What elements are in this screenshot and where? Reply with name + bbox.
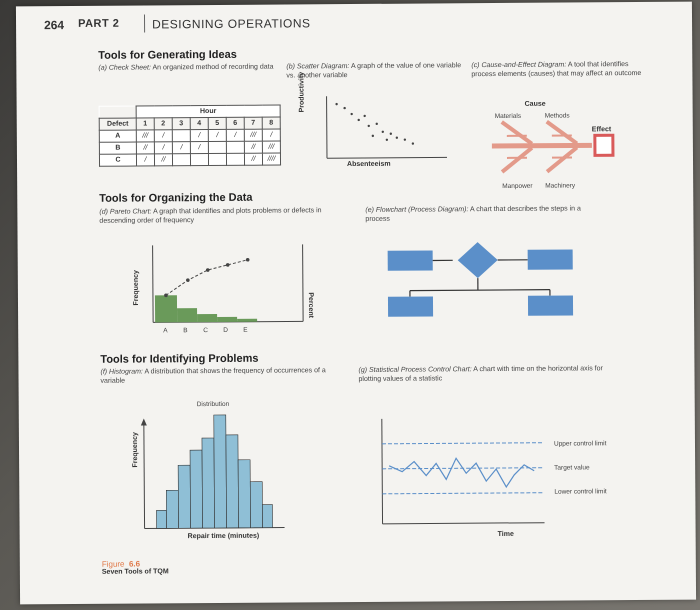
scatter-ylabel: Productivity <box>298 71 306 113</box>
pareto-cat-d: D <box>223 326 228 334</box>
scatter-caption-label: (b) Scatter Diagram: <box>286 63 350 71</box>
chapter-title: DESIGNING OPERATIONS <box>152 16 311 32</box>
pareto-caption-label: (d) Pareto Chart: <box>99 208 152 216</box>
tally-cell: / <box>190 141 208 153</box>
tally-cell: /// <box>262 141 280 153</box>
tally-cell: / <box>208 129 226 141</box>
tally-cell: // <box>154 153 172 165</box>
table-row <box>99 153 280 166</box>
flowchart-caption-label: (e) Flowchart (Process Diagram): <box>365 206 469 214</box>
check-sheet-caption-label: (a) Check Sheet: <box>98 64 151 72</box>
section-identifying-title: Tools for Identifying Problems <box>100 352 259 366</box>
histogram-title: Distribution <box>196 400 230 409</box>
fishbone-diagram <box>487 117 637 183</box>
tally-cell: / <box>226 129 244 141</box>
effect-label: Effect <box>591 126 612 134</box>
section-organizing-title: Tools for Organizing the Data <box>99 191 253 205</box>
scatter-xlabel: Absenteeism <box>347 160 391 169</box>
histogram-ylabel: Frequency <box>131 432 140 468</box>
tally-cell <box>172 129 190 141</box>
tally-cell: // <box>244 141 262 153</box>
tally-cell: //// <box>262 153 280 165</box>
spc-caption-text: A chart with time on the horizontal axis for plotting values of a statistic <box>358 365 603 383</box>
textbook-page <box>16 2 696 605</box>
tally-cell: // <box>136 141 154 153</box>
cause-effect-caption-label: (c) Cause-and-Effect Diagram: <box>471 61 567 70</box>
row-label: B <box>99 142 136 154</box>
hour-cell: 5 <box>208 117 226 129</box>
spc-xlabel: Time <box>497 530 514 539</box>
upper-limit-label: Upper control limit <box>553 440 607 448</box>
tally-cell <box>190 153 208 165</box>
hour-cell: 8 <box>262 117 280 129</box>
pareto-cat-a: A <box>163 327 168 335</box>
histogram-caption <box>100 366 330 386</box>
hour-cell: 6 <box>226 117 244 129</box>
hour-cell: 4 <box>190 117 208 129</box>
tally-cell <box>208 153 226 165</box>
figure-title: Seven Tools of TQM <box>101 568 169 576</box>
lower-limit-label: Lower control limit <box>554 488 607 496</box>
row-label: C <box>99 154 136 166</box>
defect-header: Defect <box>99 118 136 130</box>
check-sheet-caption <box>98 63 278 73</box>
section-generating-title: Tools for Generating Ideas <box>98 48 237 62</box>
hour-header: Hour <box>136 105 280 118</box>
pareto-ylabel-right: Percent <box>306 292 315 319</box>
pareto-ylabel-left: Frequency <box>132 270 141 306</box>
spc-caption-label: (g) Statistical Process Control Chart: <box>358 366 472 374</box>
tally-cell <box>226 141 244 153</box>
scatter-caption <box>286 61 464 80</box>
manpower-label: Manpower <box>502 182 533 190</box>
hour-cell: 3 <box>172 117 190 129</box>
tally-cell <box>226 153 244 165</box>
tally-cell <box>172 153 190 165</box>
row-label: A <box>99 130 136 142</box>
pareto-cat-c: C <box>203 327 208 335</box>
cause-label: Cause <box>524 100 546 108</box>
flowchart-diagram <box>378 237 609 324</box>
part-label: PART 2 <box>78 17 120 30</box>
tally-cell: / <box>190 129 208 141</box>
target-value-label: Target value <box>554 464 590 472</box>
tally-cell: /// <box>244 129 262 141</box>
tally-cell: /// <box>136 129 154 141</box>
pareto-chart <box>133 239 314 330</box>
hour-cell: 7 <box>244 117 262 129</box>
spc-caption <box>358 364 618 384</box>
pareto-caption-text: A graph that identifies and plots problems or defects in descending order of frequency <box>99 207 322 225</box>
flowchart-caption-text: A chart that describes the steps in a process <box>365 205 581 223</box>
header-divider <box>144 14 145 32</box>
tally-cell: / <box>154 141 172 153</box>
methods-label: Methods <box>544 112 570 120</box>
spc-chart <box>374 413 550 529</box>
machinery-label: Machinery <box>545 182 576 190</box>
figure-number: 6.6 <box>128 559 141 569</box>
materials-label: Materials <box>494 112 522 121</box>
flowchart-caption <box>365 204 605 224</box>
scatter-caption-text: A graph of the value of one variable vs. another variable <box>286 62 462 80</box>
hour-cell: 1 <box>136 117 154 129</box>
tally-cell: / <box>154 129 172 141</box>
check-sheet-caption-text: An organized method of recording data <box>152 63 274 72</box>
check-sheet-table <box>99 105 281 167</box>
histogram-chart <box>131 409 295 535</box>
figure-label: Figure <box>101 559 125 569</box>
cause-effect-caption-text: A tool that identifies process elements (causes) that may affect an outcome <box>471 61 642 79</box>
histogram-xlabel: Repair time (minutes) <box>187 532 260 541</box>
tally-cell: // <box>244 153 262 165</box>
cause-effect-caption <box>471 60 651 79</box>
tally-cell <box>208 141 226 153</box>
tally-cell: / <box>136 153 154 165</box>
tally-cell: / <box>262 129 280 141</box>
pareto-cat-e: E <box>243 326 248 334</box>
pareto-caption <box>99 206 329 226</box>
page-number: 264 <box>44 18 65 33</box>
histogram-caption-label: (f) Histogram: <box>100 368 143 376</box>
hour-cell: 2 <box>154 117 172 129</box>
pareto-cat-b: B <box>183 327 188 335</box>
histogram-caption-text: A distribution that shows the frequency of occurrences of a variable <box>100 367 326 385</box>
tally-cell: / <box>172 141 190 153</box>
